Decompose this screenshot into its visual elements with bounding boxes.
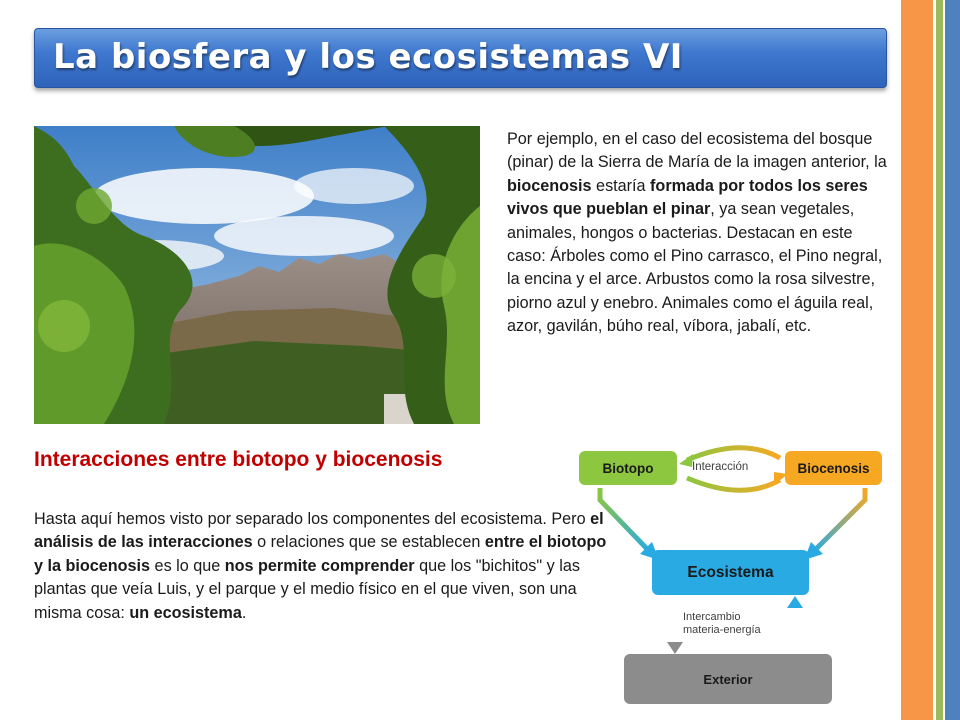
- text-segment: estaría: [591, 176, 651, 195]
- blue-side-stripe: [945, 0, 960, 720]
- title-bar: [34, 28, 887, 88]
- bold-phrase: entre el biotopo y la biocenosis: [34, 533, 607, 575]
- bold-phrase: un ecosistema: [129, 603, 242, 622]
- text-segment: es lo que: [150, 556, 225, 575]
- forest-landscape-image: [34, 126, 480, 424]
- interaccion-label: Interacción: [692, 461, 749, 473]
- exterior-box: Exterior: [624, 654, 832, 704]
- intercambio-label: [683, 611, 761, 637]
- bold-phrase: el análisis de las interacciones: [34, 510, 604, 552]
- text-segment: que los "bichitos" y las plantas que veía Luis, y el parque y el medio físico en el que viven, son una misma cosa:: [34, 556, 580, 622]
- bold-phrase: nos permite comprender: [224, 556, 415, 575]
- bold-definition: formada por todos los seres vivos que pueblan el pinar: [507, 176, 868, 219]
- text-segment: Por ejemplo, en el caso del ecosistema del bosque (pinar) de la Sierra de María de la imagen anterior, la: [507, 130, 887, 172]
- forest-photo: [34, 126, 480, 424]
- ecosystem-diagram: [575, 440, 887, 720]
- text-segment: , ya sean vegetales, animales, hongos o bacterias. Destacan en este caso: Árboles como el Pino carrasco, el Pino negral, la encina y el arce. Arbustos como la rosa silvestre, piorno azul y enebro. Animales como el águila real, azor, gavilán, búho real, víbora, jabalí, etc.: [507, 200, 883, 336]
- section-heading: Interacciones entre biotopo y biocenosis: [34, 448, 443, 471]
- text-segment: o relaciones que se establecen: [252, 533, 485, 552]
- orange-side-stripe: [901, 0, 933, 720]
- biocenosis-box: Biocenosis: [785, 451, 882, 485]
- intercambio-line-1: Intercambio: [683, 611, 741, 623]
- bold-term-biocenosis: biocenosis: [507, 176, 592, 195]
- slide-title: La biosfera y los ecosistemas VI: [53, 37, 683, 77]
- ecosistema-box: Ecosistema: [652, 550, 809, 595]
- interactions-paragraph: [34, 508, 609, 625]
- intercambio-line-2: materia-energía: [683, 624, 761, 636]
- text-segment: Hasta aquí hemos visto por separado los componentes del ecosistema. Pero: [34, 510, 591, 528]
- text-segment: .: [241, 603, 247, 622]
- biocenosis-paragraph: [507, 128, 887, 339]
- green-side-stripe: [936, 0, 943, 720]
- biotopo-box: Biotopo: [579, 451, 677, 485]
